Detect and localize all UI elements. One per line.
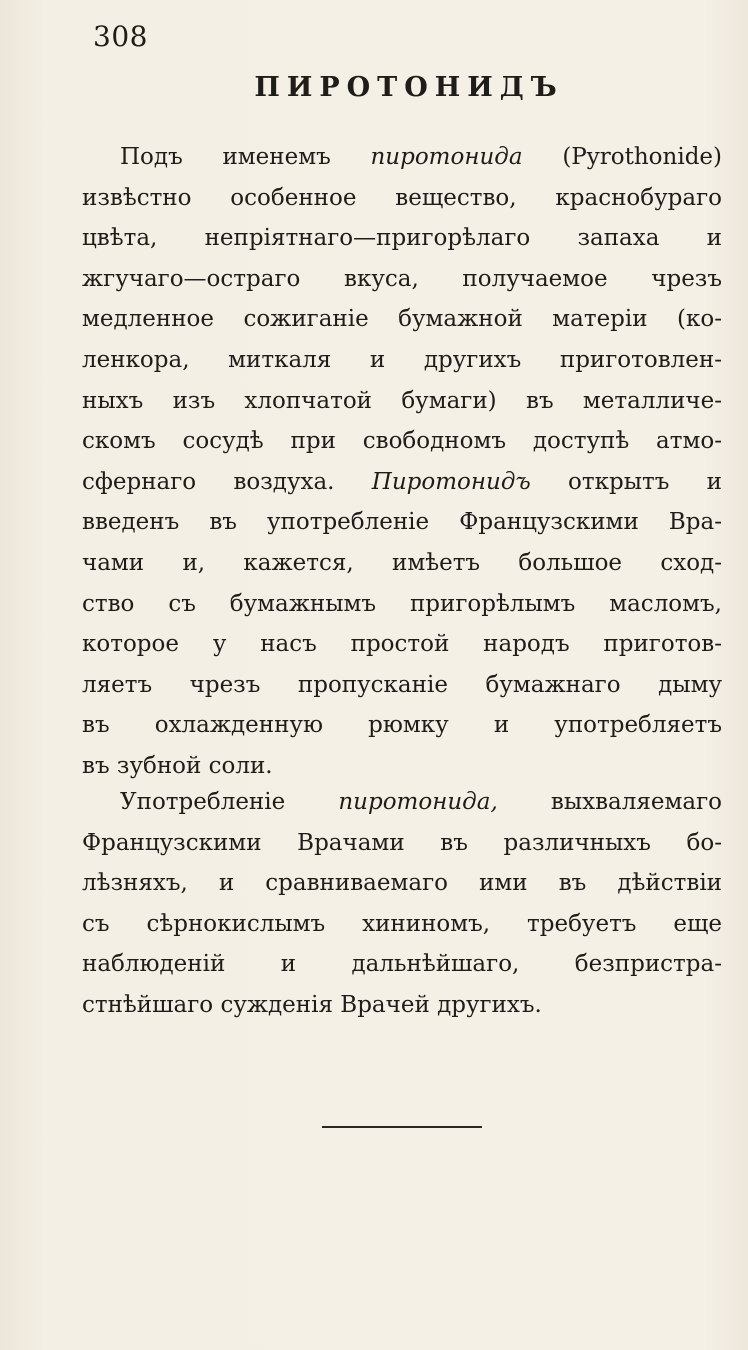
text-line: Французскими Врачами въ различныхъ бо- [82, 829, 722, 856]
text-line: чами и, кажется, имѣетъ большое сход- [82, 549, 722, 576]
text-span: сфернаго воздуха. [82, 468, 372, 495]
section-end-rule [322, 1126, 482, 1128]
text-line: наблюденій и дальнѣйшаго, безпристра- [82, 951, 722, 978]
italic-term: пиротонида [370, 144, 523, 170]
text-span: выхваляемаго [497, 789, 722, 815]
text-line: ляетъ чрезъ пропусканіе бумажнаго дыму [82, 671, 722, 698]
text-line: извѣстно особенное вещество, краснобураго [82, 184, 722, 211]
text-line [82, 462, 722, 503]
text-line: ство съ бумажнымъ пригорѣлымъ масломъ, [82, 590, 722, 617]
text-line: стнѣйшаго сужденія Врачей другихъ. [82, 991, 542, 1018]
text-line [82, 782, 722, 823]
text-line [82, 137, 722, 178]
text-line: медленное сожиганіе бумажной матеріи (ко- [82, 306, 722, 333]
text-line: съ сѣрнокислымъ хининомъ, требуетъ еще [82, 910, 722, 937]
text-line: жгучаго—остраго вкуса, получаемое чрезъ [82, 265, 722, 292]
text-line: ныхъ изъ хлопчатой бумаги) въ металличе- [82, 387, 722, 414]
text-line: введенъ въ употребленіе Французскими Вра- [82, 509, 722, 536]
paragraph-2 [82, 782, 722, 1026]
text-line: въ зубной соли. [82, 752, 273, 779]
text-span: открытъ и [530, 468, 722, 495]
text-span: Употребленіе [120, 789, 339, 815]
page-number: 308 [93, 20, 148, 53]
page-title: ПИРОТОНИДЪ [254, 72, 564, 103]
text-span: Подъ именемъ [120, 144, 371, 170]
text-line: которое у насъ простой народъ приготов- [82, 631, 722, 658]
text-line: цвѣта, непріятнаго—пригорѣлаго запаха и [82, 225, 722, 252]
text-line: въ охлажденную рюмку и употребляетъ [82, 712, 722, 739]
text-line: ленкора, миткаля и другихъ приготовлен- [82, 346, 722, 373]
text-line: лѣзняхъ, и сравниваемаго ими въ дѣйствіи [82, 870, 722, 897]
text-span: (Pyrothonide) [522, 144, 722, 170]
text-line: скомъ сосудѣ при свободномъ доступѣ атмо- [82, 428, 722, 455]
paragraph-1 [82, 137, 722, 787]
italic-term: пиротонида, [338, 789, 498, 815]
italic-term: Пиротонидъ [371, 468, 531, 495]
